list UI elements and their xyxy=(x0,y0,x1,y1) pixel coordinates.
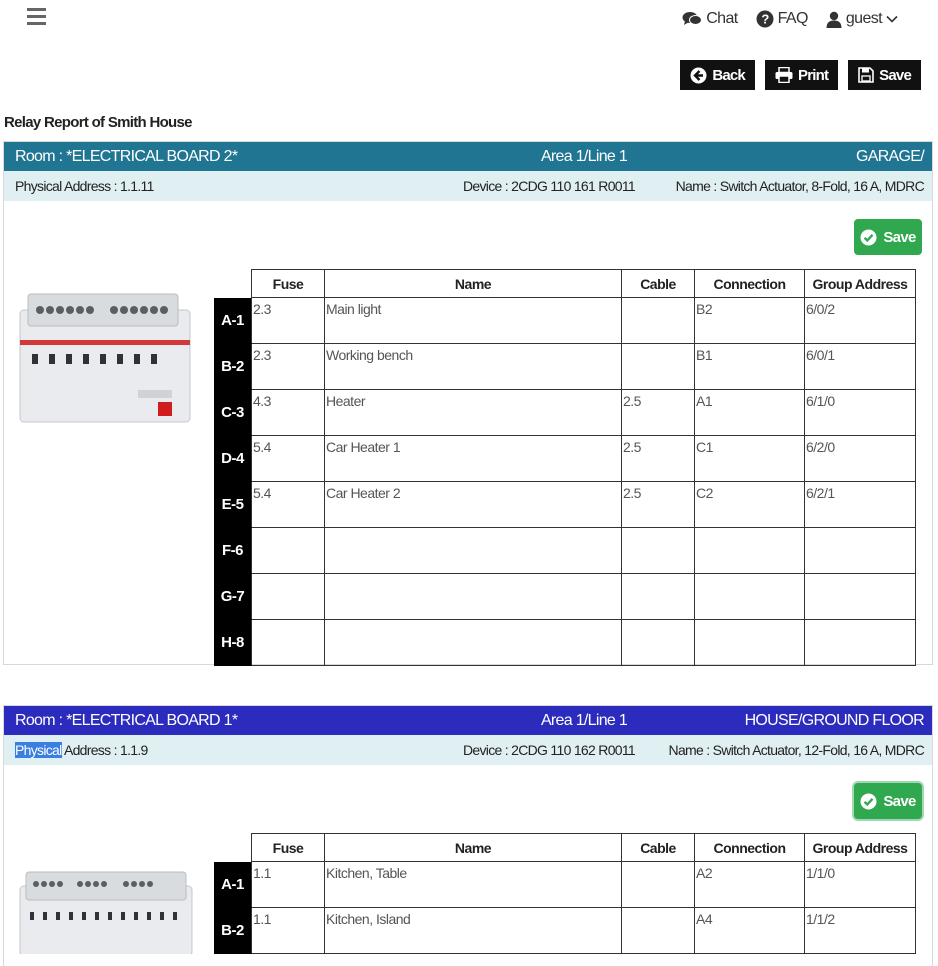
device-name: Name : Switch Actuator, 12-Fold, 16 A, MDRC xyxy=(668,742,924,758)
connection-cell[interactable]: A2 xyxy=(695,862,805,908)
connection-cell[interactable]: A4 xyxy=(695,908,805,954)
relay-panel-board-1 xyxy=(3,705,933,966)
relay-table xyxy=(214,269,916,666)
toolbar xyxy=(680,60,921,90)
report-title: Relay Report of Smith House xyxy=(4,114,192,131)
print-label: Print xyxy=(797,66,829,84)
header-group-address: Group Address xyxy=(805,270,916,298)
name-cell[interactable]: Car Heater 2 xyxy=(325,482,622,528)
save-top-label: Save xyxy=(879,66,911,84)
room-name: Room : *ELECTRICAL BOARD 1* xyxy=(15,711,238,729)
cable-cell[interactable] xyxy=(622,862,695,908)
print-button[interactable] xyxy=(765,60,838,90)
group-address-cell[interactable]: 6/1/0 xyxy=(805,390,916,436)
table-row xyxy=(214,482,916,528)
save-top-button[interactable] xyxy=(848,60,921,90)
fuse-cell[interactable] xyxy=(252,528,325,574)
chat-label: Chat xyxy=(706,10,738,27)
table-row xyxy=(214,298,916,344)
cable-cell[interactable]: 2.5 xyxy=(622,390,695,436)
group-address-cell[interactable]: 6/2/1 xyxy=(805,482,916,528)
channel-label: H-8 xyxy=(214,620,252,666)
table-row xyxy=(214,390,916,436)
header-blank xyxy=(214,834,252,862)
chat-link[interactable] xyxy=(682,10,737,28)
room-location: GARAGE/ xyxy=(855,147,924,165)
name-cell[interactable] xyxy=(325,528,622,574)
panel-save-button[interactable] xyxy=(854,783,922,819)
table-row xyxy=(214,344,916,390)
panel-save-label: Save xyxy=(883,792,916,810)
connection-cell[interactable]: C1 xyxy=(695,436,805,482)
panel-save-label: Save xyxy=(883,228,916,246)
table-header-row xyxy=(214,834,916,862)
connection-cell[interactable] xyxy=(695,574,805,620)
name-cell[interactable]: Heater xyxy=(325,390,622,436)
channel-label: A-1 xyxy=(214,862,252,908)
name-cell[interactable]: Kitchen, Table xyxy=(325,862,622,908)
hamburger-menu-icon[interactable] xyxy=(27,8,46,26)
comments-icon xyxy=(682,11,702,27)
name-cell[interactable]: Kitchen, Island xyxy=(325,908,622,954)
cable-cell[interactable] xyxy=(622,574,695,620)
check-circle-icon xyxy=(860,793,877,810)
device-code: Device : 2CDG 110 162 R0011 xyxy=(462,742,636,758)
group-address-cell[interactable] xyxy=(805,620,916,666)
svg-text:?: ? xyxy=(760,11,769,27)
floppy-disk-icon xyxy=(858,67,874,83)
fuse-cell[interactable]: 1.1 xyxy=(252,862,325,908)
cable-cell[interactable]: 2.5 xyxy=(622,436,695,482)
header-group-address: Group Address xyxy=(805,834,916,862)
room-location: HOUSE/GROUND FLOOR xyxy=(744,711,924,729)
header-fuse: Fuse xyxy=(252,270,325,298)
channel-label: C-3 xyxy=(214,390,252,436)
room-header xyxy=(4,706,932,735)
header-name: Name xyxy=(325,834,622,862)
address-value: Address : 1.1.11 xyxy=(63,178,154,194)
table-row xyxy=(214,436,916,482)
fuse-cell[interactable]: 5.4 xyxy=(252,436,325,482)
header-fuse: Fuse xyxy=(252,834,325,862)
table-row xyxy=(214,862,916,908)
group-address-cell[interactable]: 6/2/0 xyxy=(805,436,916,482)
fuse-cell[interactable]: 4.3 xyxy=(252,390,325,436)
group-address-cell[interactable] xyxy=(805,528,916,574)
name-cell[interactable]: Working bench xyxy=(325,344,622,390)
name-cell[interactable] xyxy=(325,574,622,620)
relay-table xyxy=(214,833,916,954)
arrow-circle-left-icon xyxy=(690,67,707,84)
room-header xyxy=(4,142,932,171)
print-icon xyxy=(775,67,793,83)
fuse-cell[interactable]: 2.3 xyxy=(252,298,325,344)
connection-cell[interactable]: B2 xyxy=(695,298,805,344)
group-address-cell[interactable]: 1/1/2 xyxy=(805,908,916,954)
area-line: Area 1/Line 1 xyxy=(540,147,628,165)
connection-cell[interactable]: B1 xyxy=(695,344,805,390)
cable-cell[interactable]: 2.5 xyxy=(622,482,695,528)
physical-label: Physical xyxy=(15,178,62,194)
group-address-cell[interactable]: 6/0/2 xyxy=(805,298,916,344)
fuse-cell[interactable]: 2.3 xyxy=(252,344,325,390)
room-name: Room : *ELECTRICAL BOARD 2* xyxy=(15,147,238,165)
channel-label: D-4 xyxy=(214,436,252,482)
fuse-cell[interactable]: 1.1 xyxy=(252,908,325,954)
chevron-down-icon xyxy=(886,15,898,23)
header-blank xyxy=(214,270,252,298)
fuse-cell[interactable] xyxy=(252,620,325,666)
table-row xyxy=(214,908,916,954)
cable-cell[interactable] xyxy=(622,298,695,344)
channel-label: E-5 xyxy=(214,482,252,528)
table-row xyxy=(214,620,916,666)
cable-cell[interactable] xyxy=(622,344,695,390)
cable-cell[interactable] xyxy=(622,620,695,666)
header-cable: Cable xyxy=(622,834,695,862)
name-cell[interactable] xyxy=(325,620,622,666)
back-button[interactable] xyxy=(680,60,755,90)
cable-cell[interactable] xyxy=(622,528,695,574)
switch-actuator-12-fold-image xyxy=(18,864,196,954)
user-icon xyxy=(826,11,842,28)
question-circle-icon xyxy=(756,10,774,28)
device-code: Device : 2CDG 110 161 R0011 xyxy=(462,178,636,194)
group-address-cell[interactable] xyxy=(805,574,916,620)
channel-label: A-1 xyxy=(214,298,252,344)
user-label: guest xyxy=(845,10,882,27)
back-label: Back xyxy=(712,66,745,84)
faq-label: FAQ xyxy=(777,10,808,27)
device-name: Name : Switch Actuator, 8-Fold, 16 A, MDRC xyxy=(675,178,924,194)
address-value: Address : 1.1.9 xyxy=(63,742,148,758)
header-connection: Connection xyxy=(695,270,805,298)
faq-link[interactable] xyxy=(756,10,808,28)
connection-cell[interactable] xyxy=(695,620,805,666)
table-row xyxy=(214,528,916,574)
panel-save-button[interactable] xyxy=(854,219,922,255)
table-row xyxy=(214,574,916,620)
group-address-cell[interactable]: 1/1/0 xyxy=(805,862,916,908)
device-info-bar xyxy=(4,735,932,765)
user-menu[interactable] xyxy=(826,10,898,28)
fuse-cell[interactable]: 5.4 xyxy=(252,482,325,528)
device-info-bar xyxy=(4,171,932,201)
area-line: Area 1/Line 1 xyxy=(540,711,628,729)
connection-cell[interactable] xyxy=(695,528,805,574)
channel-label: B-2 xyxy=(214,344,252,390)
table-header-row xyxy=(214,270,916,298)
header-cable: Cable xyxy=(622,270,695,298)
channel-label: B-2 xyxy=(214,908,252,954)
top-navigation xyxy=(682,10,898,28)
fuse-cell[interactable] xyxy=(252,574,325,620)
relay-panel-board-2 xyxy=(3,141,933,665)
physical-label-selected: Physical xyxy=(15,742,62,758)
switch-actuator-8-fold-image xyxy=(18,290,194,426)
group-address-cell[interactable]: 6/0/1 xyxy=(805,344,916,390)
name-cell[interactable]: Car Heater 1 xyxy=(325,436,622,482)
connection-cell[interactable]: C2 xyxy=(695,482,805,528)
name-cell[interactable]: Main light xyxy=(325,298,622,344)
channel-label: G-7 xyxy=(214,574,252,620)
connection-cell[interactable]: A1 xyxy=(695,390,805,436)
cable-cell[interactable] xyxy=(622,908,695,954)
header-connection: Connection xyxy=(695,834,805,862)
channel-label: F-6 xyxy=(214,528,252,574)
header-name: Name xyxy=(325,270,622,298)
check-circle-icon xyxy=(860,229,877,246)
